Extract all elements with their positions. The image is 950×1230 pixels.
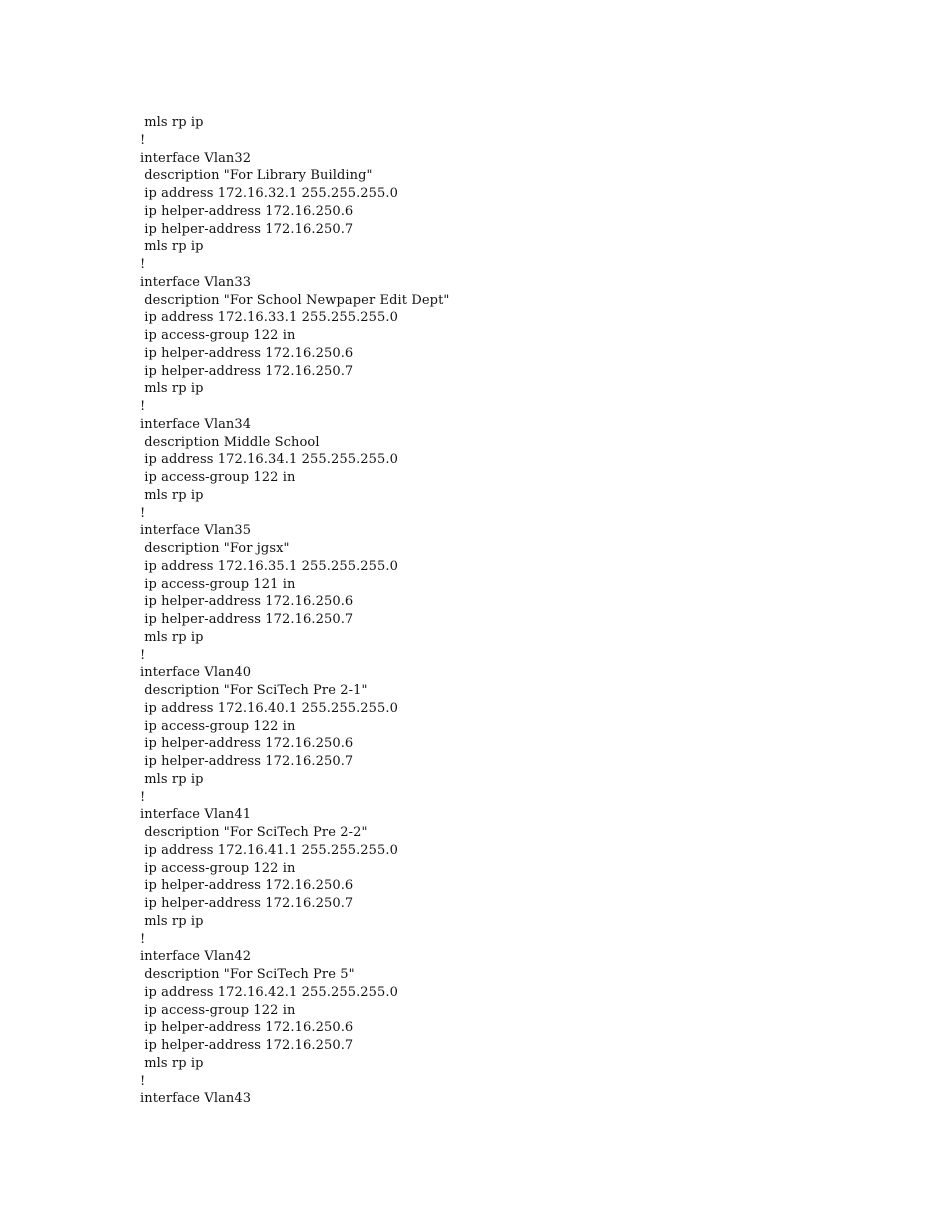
config-line: ip helper-address 172.16.250.6 [140,1020,354,1036]
config-line: ip helper-address 172.16.250.7 [140,221,354,237]
config-line: ip helper-address 172.16.250.6 [140,878,354,894]
config-line: ! [140,257,146,272]
config-line: ! [140,647,146,663]
config-line: ip helper-address 172.16.250.7 [140,363,354,379]
config-line: ip helper-address 172.16.250.6 [140,203,354,219]
config-line: description "For SciTech Pre 2-2" [140,825,368,840]
config-line: interface Vlan43 [140,1091,252,1107]
config-line: mls rp ip [140,239,204,255]
config-line: ip access-group 122 in [140,470,296,485]
config-line: ! [140,399,146,414]
config-line: ! [140,505,146,521]
config-line: ! [140,931,146,947]
config-line: interface Vlan35 [140,523,252,539]
config-line: mls rp ip [140,381,204,397]
config-line: interface Vlan41 [140,807,252,823]
config-line: description Middle School [140,434,320,450]
config-line: ip access-group 122 in [140,860,296,876]
config-line: ip access-group 122 in [140,1002,296,1018]
config-line: mls rp ip [140,115,204,130]
config-line: ip address 172.16.40.1 255.255.255.0 [140,700,399,716]
config-line: ip access-group 122 in [140,718,296,734]
config-line: ip helper-address 172.16.250.7 [140,896,354,911]
config-line: ip helper-address 172.16.250.7 [140,1038,354,1053]
config-line: ip address 172.16.34.1 255.255.255.0 [140,452,399,468]
config-line: ! [140,132,146,148]
config-line: mls rp ip [140,771,204,787]
config-line: description "For Library Building" [140,168,373,184]
config-line: mls rp ip [140,487,204,503]
config-line: ip helper-address 172.16.250.6 [140,345,354,361]
config-line: ip access-group 121 in [140,576,296,592]
config-line: ip access-group 122 in [140,328,296,343]
config-line: mls rp ip [140,629,204,645]
config-line: ! [140,1073,146,1089]
config-line: interface Vlan40 [140,665,252,681]
config-line: ip helper-address 172.16.250.6 [140,736,354,752]
config-line: ip address 172.16.33.1 255.255.255.0 [140,310,399,326]
config-line: ip helper-address 172.16.250.6 [140,594,354,610]
config-line: ip address 172.16.42.1 255.255.255.0 [140,984,399,1000]
config-line: mls rp ip [140,913,204,929]
config-line: description "For SciTech Pre 2-1" [140,683,368,698]
config-line: interface Vlan32 [140,150,252,166]
config-line: ip address 172.16.32.1 255.255.255.0 [140,186,399,201]
config-line: ip address 172.16.35.1 255.255.255.0 [140,558,399,574]
config-line: interface Vlan42 [140,949,252,965]
config-line: description "For jgsx" [140,541,290,556]
config-line: ! [140,789,146,805]
config-line: ip helper-address 172.16.250.7 [140,754,354,769]
config-line: description "For School Newpaper Edit Dept" [140,292,450,308]
config-line: description "For SciTech Pre 5" [140,967,355,982]
config-listing [140,114,449,1108]
config-line: interface Vlan33 [140,274,252,290]
config-line: ip address 172.16.41.1 255.255.255.0 [140,842,399,858]
config-line: interface Vlan34 [140,416,252,432]
config-line: mls rp ip [140,1055,204,1071]
config-line: ip helper-address 172.16.250.7 [140,612,354,627]
